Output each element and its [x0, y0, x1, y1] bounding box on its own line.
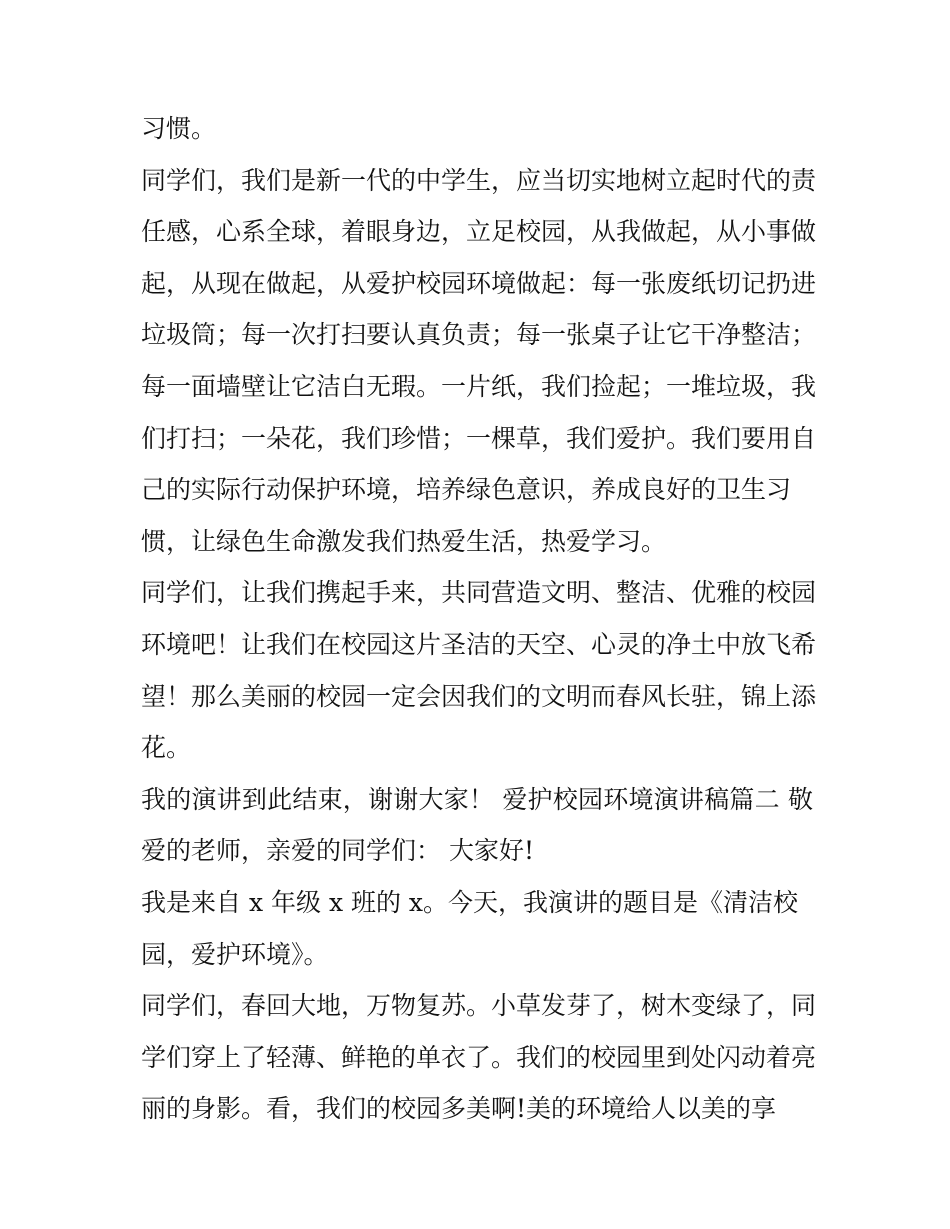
text-line: 垃圾筒；每一次打扫要认真负责；每一张桌子让它干净整洁； [141, 320, 817, 350]
text-line: 爱的老师，亲爱的同学们： 大家好! [141, 836, 534, 866]
text-line: 习惯。 [141, 114, 217, 143]
text-line: 同学们，我们是新一代的中学生，应当切实地树立起时代的责 [141, 165, 817, 195]
text-line: 同学们，让我们携起手来，共同营造文明、整洁、优雅的校园 [141, 578, 817, 608]
text-line: 花。 [141, 733, 192, 763]
text-line: 任感，心系全球，着眼身边，立足校园，从我做起，从小事做 [141, 217, 817, 247]
text-line: 园，爱护环境》。 [141, 939, 329, 969]
text-line: 惯，让绿色生命激发我们热爱生活，热爱学习。 [141, 526, 667, 556]
text-line: 环境吧！让我们在校园这片圣洁的天空、心灵的净土中放飞希 [141, 629, 817, 659]
text-line: 起，从现在做起，从爱护校园环境做起：每一张废纸切记扔进 [141, 268, 817, 298]
text-line: 己的实际行动保护环境，培养绿色意识，养成良好的卫生习 [141, 475, 792, 505]
text-line: 们打扫；一朵花，我们珍惜；一棵草，我们爱护。我们要用自 [141, 423, 817, 453]
text-line: 我的演讲到此结束，谢谢大家！ 爱护校园环境演讲稿篇二 敬 [141, 784, 813, 814]
text-line: 同学们，春回大地，万物复苏。小草发芽了，树木变绿了，同 [141, 991, 817, 1021]
text-line: 每一面墙壁让它洁白无瑕。一片纸，我们捡起；一堆垃圾，我 [141, 371, 817, 401]
text-line: 学们穿上了轻薄、鲜艳的单衣了。我们的校园里到处闪动着亮 [141, 1042, 817, 1072]
speech-text-body [141, 103, 817, 1135]
text-line: 丽的身影。看，我们的校园多美啊!美的环境给人以美的享 [141, 1094, 777, 1124]
text-line: 我是来自 x 年级 x 班的 x。今天，我演讲的题目是《清洁校 [141, 887, 799, 917]
text-line: 望！那么美丽的校园一定会因我们的文明而春风长驻，锦上添 [141, 681, 817, 711]
